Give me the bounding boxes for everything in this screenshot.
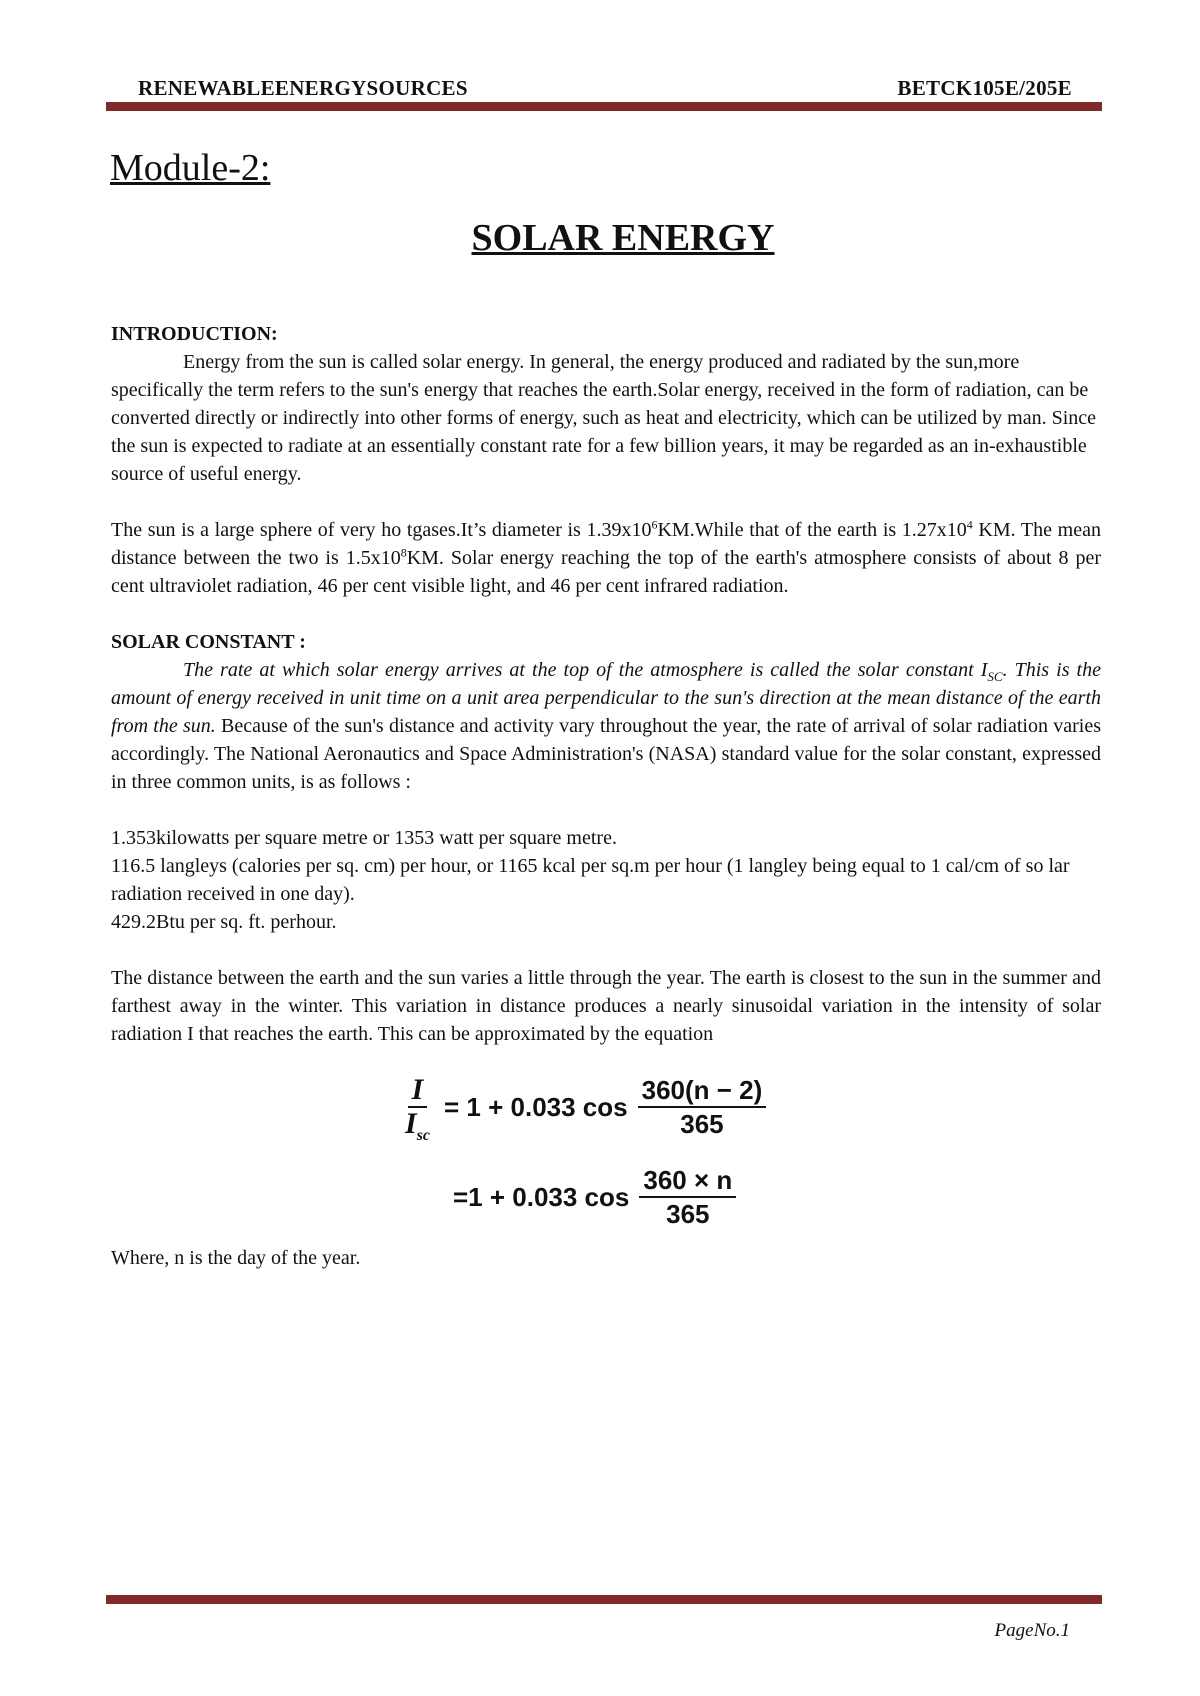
cos-fraction-2: $\frac{360 \times n}{365}$	[639, 1166, 736, 1228]
module-title: Module-2:	[110, 147, 271, 189]
unit-line: 116.5 langleys (calories per sq. cm) per hour, or 1165 kcal per sq.m per hour (1 langley being equal to 1 cal/cm of so lar radiation received in one day).	[111, 855, 1070, 905]
intensity-equation	[401, 1073, 921, 1236]
unit-line: 429.2Btu per sq. ft. perhour.	[111, 911, 337, 933]
equation-rhs-2: =1 + 0.033 cos	[453, 1182, 630, 1212]
solar-constant-paragraph: The rate at which solar energy arrives at the top of the atmosphere is called the solar constant $I_{SC}$. This is the amount of energy received in unit time on a unit area perpendicular to the sun's direction at the mean distance of the earth from the sun. Because of the sun's distance and activity vary throughout the year, the rate of arrival of solar radiation varies accordingly. The National Aeronautics and Space Administration's (NASA) standard value for the solar constant, expressed in three common units, is as follows :	[111, 659, 1101, 793]
lhs-fraction: $\frac{I}{I_{sc}}$	[405, 1073, 431, 1144]
introduction-heading: INTRODUCTION:	[111, 323, 278, 345]
unit-line: 1.353kilowatts per square metre or 1353 watt per square metre.	[111, 827, 617, 849]
equation-line-2	[453, 1166, 736, 1228]
equation-line-1	[401, 1073, 766, 1144]
header-course-code: BETCK105E/205E	[897, 76, 1072, 100]
footer-rule	[106, 1595, 1102, 1604]
header-rule	[106, 102, 1102, 111]
sun-facts-paragraph: The sun is a large sphere of very ho tgases.It’s diameter is $1.39x10^6KM.While$ that of the earth is $1.27x10^4$ KM. The mean distance between the two is $1.5x10^8KM$. Solar energy reaching the top of the earth's atmosphere consists of about 8 per cent ultraviolet radiation, 46 per cent visible light, and 46 per cent infrared radiation.	[111, 517, 1101, 597]
page-header	[106, 68, 1102, 104]
equation-rhs-1: = 1 + 0.033 cos	[444, 1092, 628, 1122]
introduction-paragraph: Energy from the sun is called solar energy. In general, the energy produced and radiated by the sun,more specifically the term refers to the sun's energy that reaches the earth.Solar energy, received in the form of radiation, can be converted directly or indirectly into other forms of energy, such as heat and electricity, which can be utilized by man. Since the sun is expected to radiate at an essentially constant rate for a few billion years, it may be regarded as an in-exhaustible source of useful energy.	[111, 351, 1097, 485]
variation-paragraph: The distance between the earth and the sun varies a little through the year. The earth is closest to the sun in the summer and farthest away in the winter. This variation in distance produces a nearly sinusoidal variation in the intensity of solar radiation I that reaches the earth. This can be approximated by the equation	[111, 967, 1101, 1045]
cos-fraction-1: $\frac{360(n - 2)}{365}$	[638, 1076, 767, 1138]
where-line: Where, n is the day of the year.	[111, 1247, 361, 1269]
document-body	[111, 320, 1101, 1272]
solar-constant-heading: SOLAR CONSTANT :	[111, 631, 306, 653]
header-course-title: RENEWABLEENERGYSOURCES	[138, 76, 468, 100]
main-title: SOLAR ENERGY	[471, 217, 775, 259]
page-number: PageNo.1	[994, 1620, 1070, 1641]
